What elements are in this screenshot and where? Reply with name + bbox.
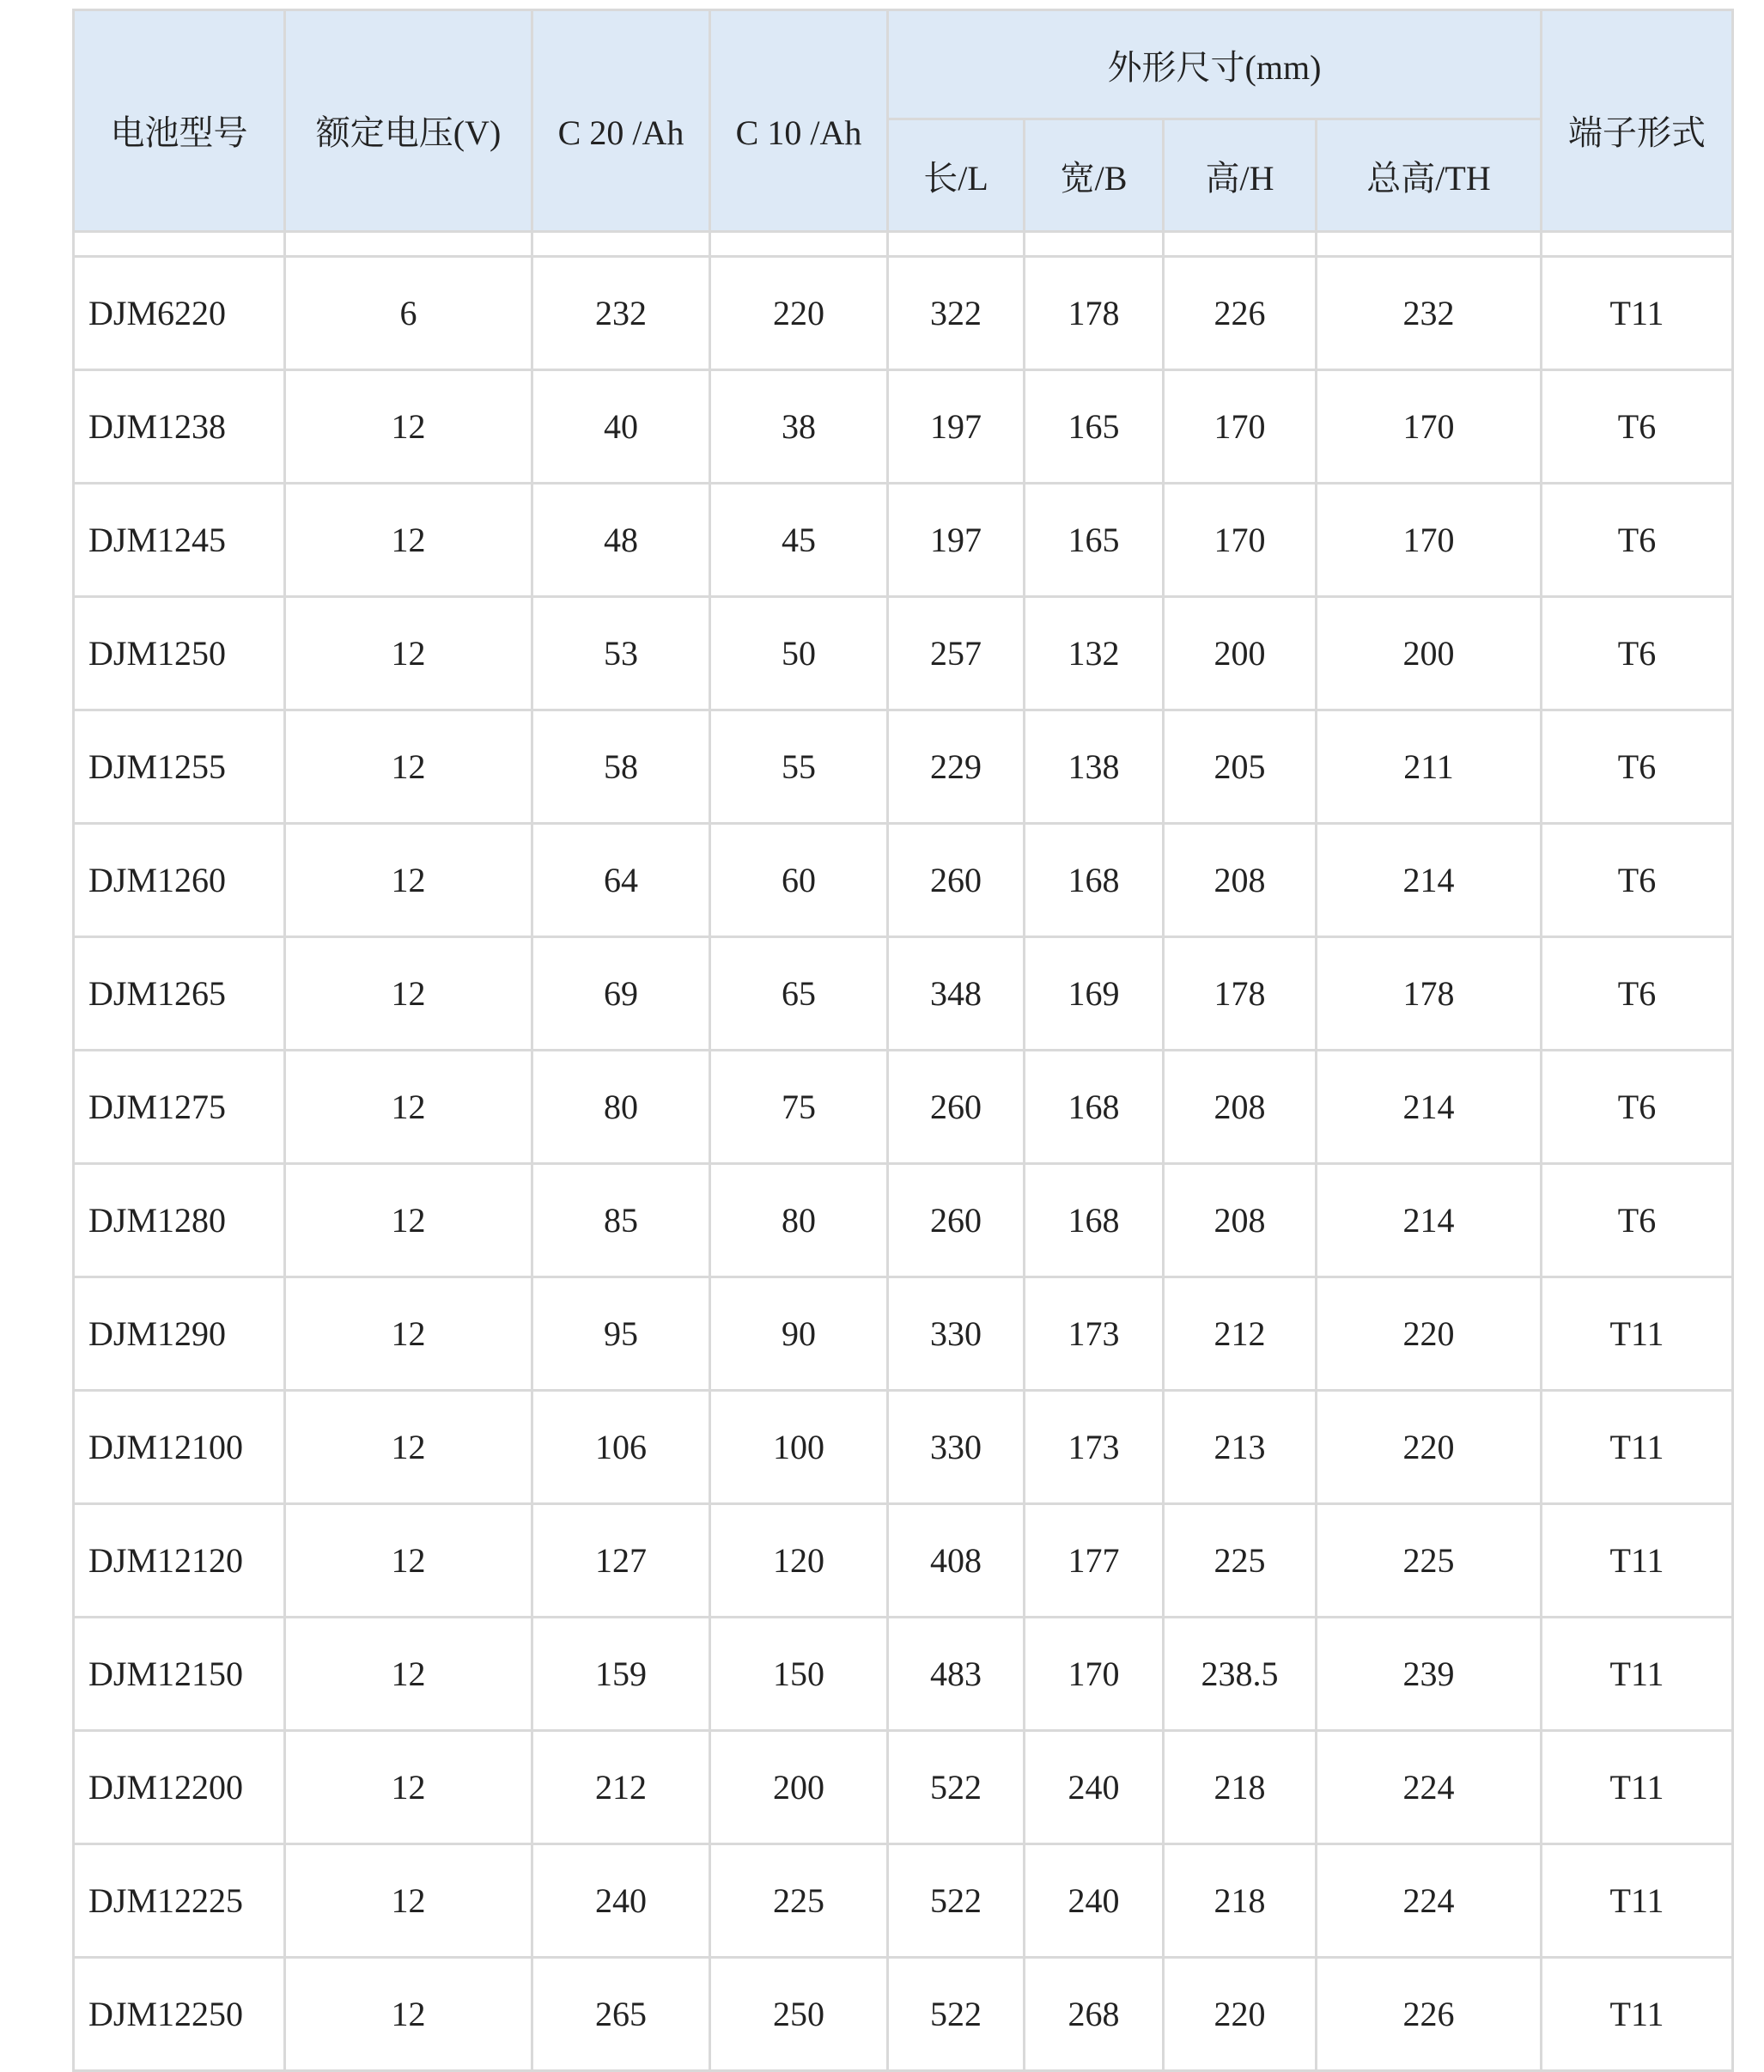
- cell-length: 260: [888, 1051, 1025, 1164]
- cell-c10: 50: [710, 597, 888, 710]
- cell-terminal: T11: [1542, 257, 1733, 370]
- cell-model: DJM1265: [74, 937, 285, 1051]
- cell-model: DJM1260: [74, 824, 285, 937]
- cell-voltage: 12: [285, 710, 532, 824]
- table-row: [74, 937, 1733, 1051]
- cell-total-height: 214: [1317, 1051, 1542, 1164]
- cell-width: 268: [1025, 1958, 1164, 2071]
- cell-voltage: 12: [285, 484, 532, 597]
- cell-total-height: 220: [1317, 1277, 1542, 1391]
- cell-total-height: 220: [1317, 1391, 1542, 1504]
- header-terminal: 端子形式: [1542, 10, 1733, 232]
- cell-height: 170: [1164, 370, 1317, 484]
- cell-width: 169: [1025, 937, 1164, 1051]
- cell-c10: 60: [710, 824, 888, 937]
- cell-terminal: T6: [1542, 597, 1733, 710]
- cell-total-height: 225: [1317, 1504, 1542, 1618]
- cell-length: 260: [888, 824, 1025, 937]
- table-row: [74, 1618, 1733, 1731]
- table-row: [74, 484, 1733, 597]
- cell-total-height: 200: [1317, 597, 1542, 710]
- cell-total-height: 170: [1317, 484, 1542, 597]
- cell-voltage: 12: [285, 824, 532, 937]
- table-row: [74, 370, 1733, 484]
- cell-width: 168: [1025, 1051, 1164, 1164]
- cell-total-height: 224: [1317, 1731, 1542, 1844]
- cell-total-height: 239: [1317, 1618, 1542, 1731]
- cell-terminal: T6: [1542, 370, 1733, 484]
- cell-total-height: 232: [1317, 257, 1542, 370]
- cell-width: 132: [1025, 597, 1164, 710]
- cell-total-height: 170: [1317, 370, 1542, 484]
- cell-length: 197: [888, 484, 1025, 597]
- cell-c20: 58: [532, 710, 710, 824]
- cell-c10: 100: [710, 1391, 888, 1504]
- table-row: [74, 1051, 1733, 1164]
- cell-width: 165: [1025, 370, 1164, 484]
- cell-model: DJM1255: [74, 710, 285, 824]
- cell-c20: 48: [532, 484, 710, 597]
- cell-height: 225: [1164, 1504, 1317, 1618]
- table-row: [74, 1844, 1733, 1958]
- cell-height: 200: [1164, 597, 1317, 710]
- cell-model: DJM12100: [74, 1391, 285, 1504]
- cell-height: 208: [1164, 1164, 1317, 1277]
- cell-c20: 69: [532, 937, 710, 1051]
- cell-model: DJM1275: [74, 1051, 285, 1164]
- cell-height: 205: [1164, 710, 1317, 824]
- table-row: [74, 1164, 1733, 1277]
- cell-model: DJM12250: [74, 1958, 285, 2071]
- cell-terminal: T6: [1542, 710, 1733, 824]
- cell-voltage: 12: [285, 370, 532, 484]
- cell-model: DJM12225: [74, 1844, 285, 1958]
- cell-c10: 80: [710, 1164, 888, 1277]
- cell-c10: 120: [710, 1504, 888, 1618]
- cell-height: 213: [1164, 1391, 1317, 1504]
- cell-terminal: T11: [1542, 1391, 1733, 1504]
- header-voltage: 额定电压(V): [285, 10, 532, 232]
- cell-model: DJM12200: [74, 1731, 285, 1844]
- cell-c10: 38: [710, 370, 888, 484]
- cell-length: 522: [888, 1958, 1025, 2071]
- cell-width: 170: [1025, 1618, 1164, 1731]
- cell-c20: 265: [532, 1958, 710, 2071]
- cell-c10: 65: [710, 937, 888, 1051]
- cell-model: DJM1238: [74, 370, 285, 484]
- cell-c20: 106: [532, 1391, 710, 1504]
- cell-voltage: 6: [285, 257, 532, 370]
- table-row: [74, 710, 1733, 824]
- cell-width: 173: [1025, 1277, 1164, 1391]
- cell-model: DJM1245: [74, 484, 285, 597]
- cell-length: 330: [888, 1391, 1025, 1504]
- cell-height: 238.5: [1164, 1618, 1317, 1731]
- cell-width: 173: [1025, 1391, 1164, 1504]
- table-row: [74, 1277, 1733, 1391]
- cell-terminal: T11: [1542, 1731, 1733, 1844]
- cell-c20: 85: [532, 1164, 710, 1277]
- cell-model: DJM1290: [74, 1277, 285, 1391]
- cell-c20: 53: [532, 597, 710, 710]
- cell-total-height: 224: [1317, 1844, 1542, 1958]
- cell-height: 226: [1164, 257, 1317, 370]
- table-row: [74, 1504, 1733, 1618]
- cell-width: 240: [1025, 1844, 1164, 1958]
- cell-c20: 127: [532, 1504, 710, 1618]
- cell-total-height: 214: [1317, 824, 1542, 937]
- cell-model: DJM6220: [74, 257, 285, 370]
- cell-height: 170: [1164, 484, 1317, 597]
- cell-voltage: 12: [285, 1618, 532, 1731]
- cell-c20: 159: [532, 1618, 710, 1731]
- cell-terminal: T6: [1542, 937, 1733, 1051]
- header-dimensions: 外形尺寸(mm): [888, 10, 1542, 119]
- cell-voltage: 12: [285, 1277, 532, 1391]
- header-c10: C 10 /Ah: [710, 10, 888, 232]
- cell-terminal: T11: [1542, 1504, 1733, 1618]
- cell-terminal: T6: [1542, 824, 1733, 937]
- cell-c20: 40: [532, 370, 710, 484]
- table-row: [74, 1958, 1733, 2071]
- cell-terminal: T6: [1542, 1164, 1733, 1277]
- cell-height: 208: [1164, 1051, 1317, 1164]
- cell-voltage: 12: [285, 937, 532, 1051]
- cell-c20: 240: [532, 1844, 710, 1958]
- cell-total-height: 211: [1317, 710, 1542, 824]
- cell-length: 348: [888, 937, 1025, 1051]
- cell-height: 220: [1164, 1958, 1317, 2071]
- cell-model: DJM12150: [74, 1618, 285, 1731]
- cell-model: DJM1280: [74, 1164, 285, 1277]
- cell-c20: 80: [532, 1051, 710, 1164]
- table-row: [74, 597, 1733, 710]
- cell-length: 522: [888, 1731, 1025, 1844]
- cell-total-height: 226: [1317, 1958, 1542, 2071]
- cell-width: 178: [1025, 257, 1164, 370]
- cell-total-height: 178: [1317, 937, 1542, 1051]
- cell-width: 138: [1025, 710, 1164, 824]
- cell-height: 178: [1164, 937, 1317, 1051]
- cell-voltage: 12: [285, 1391, 532, 1504]
- cell-length: 483: [888, 1618, 1025, 1731]
- cell-voltage: 12: [285, 1731, 532, 1844]
- cell-width: 165: [1025, 484, 1164, 597]
- header-total-height: 总高/TH: [1317, 119, 1542, 232]
- cell-c20: 95: [532, 1277, 710, 1391]
- cell-voltage: 12: [285, 1504, 532, 1618]
- cell-length: 522: [888, 1844, 1025, 1958]
- battery-spec-table: [72, 9, 1734, 2072]
- table-header: [74, 10, 1733, 232]
- header-length: 长/L: [888, 119, 1025, 232]
- cell-length: 260: [888, 1164, 1025, 1277]
- cell-c10: 75: [710, 1051, 888, 1164]
- cell-c20: 64: [532, 824, 710, 937]
- cell-height: 208: [1164, 824, 1317, 937]
- cell-c10: 45: [710, 484, 888, 597]
- table-row: [74, 257, 1733, 370]
- cell-length: 408: [888, 1504, 1025, 1618]
- cell-voltage: 12: [285, 1844, 532, 1958]
- cell-c10: 225: [710, 1844, 888, 1958]
- cell-terminal: T11: [1542, 1958, 1733, 2071]
- cell-length: 257: [888, 597, 1025, 710]
- header-spacer-row: [74, 232, 1733, 257]
- cell-terminal: T6: [1542, 1051, 1733, 1164]
- table-body: [74, 232, 1733, 2071]
- cell-length: 322: [888, 257, 1025, 370]
- cell-width: 177: [1025, 1504, 1164, 1618]
- cell-width: 240: [1025, 1731, 1164, 1844]
- cell-c10: 90: [710, 1277, 888, 1391]
- cell-height: 212: [1164, 1277, 1317, 1391]
- cell-c20: 212: [532, 1731, 710, 1844]
- header-height: 高/H: [1164, 119, 1317, 232]
- cell-model: DJM12120: [74, 1504, 285, 1618]
- cell-height: 218: [1164, 1731, 1317, 1844]
- cell-length: 229: [888, 710, 1025, 824]
- cell-width: 168: [1025, 1164, 1164, 1277]
- cell-voltage: 12: [285, 1164, 532, 1277]
- cell-c10: 200: [710, 1731, 888, 1844]
- cell-length: 330: [888, 1277, 1025, 1391]
- cell-voltage: 12: [285, 1958, 532, 2071]
- cell-height: 218: [1164, 1844, 1317, 1958]
- cell-c10: 220: [710, 257, 888, 370]
- cell-c10: 150: [710, 1618, 888, 1731]
- cell-c20: 232: [532, 257, 710, 370]
- cell-terminal: T11: [1542, 1844, 1733, 1958]
- cell-voltage: 12: [285, 1051, 532, 1164]
- table-row: [74, 1391, 1733, 1504]
- cell-model: DJM1250: [74, 597, 285, 710]
- header-c20: C 20 /Ah: [532, 10, 710, 232]
- table-row: [74, 1731, 1733, 1844]
- table-row: [74, 824, 1733, 937]
- cell-terminal: T11: [1542, 1277, 1733, 1391]
- cell-terminal: T6: [1542, 484, 1733, 597]
- cell-length: 197: [888, 370, 1025, 484]
- header-width: 宽/B: [1025, 119, 1164, 232]
- cell-c10: 250: [710, 1958, 888, 2071]
- cell-total-height: 214: [1317, 1164, 1542, 1277]
- cell-terminal: T11: [1542, 1618, 1733, 1731]
- cell-width: 168: [1025, 824, 1164, 937]
- header-model: 电池型号: [74, 10, 285, 232]
- cell-voltage: 12: [285, 597, 532, 710]
- cell-c10: 55: [710, 710, 888, 824]
